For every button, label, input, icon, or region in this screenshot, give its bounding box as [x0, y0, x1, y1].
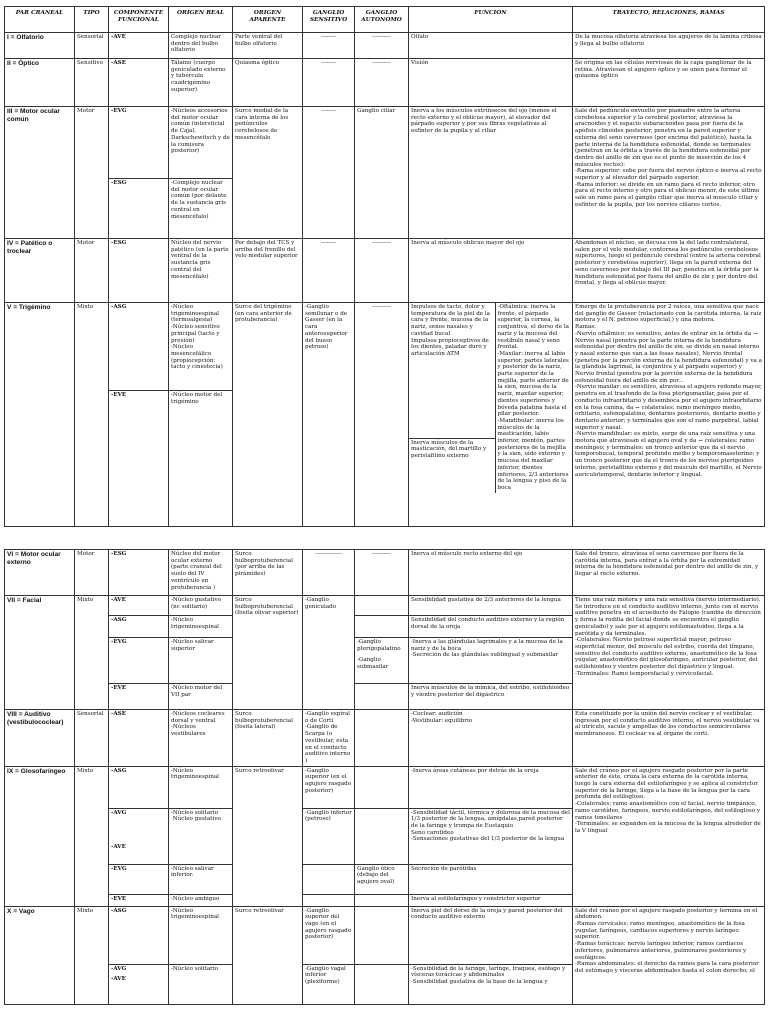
- autonomic-ganglion: [355, 894, 409, 906]
- functional-component: -ASG: [109, 906, 169, 964]
- autonomic-ganglion: Ganglio ciliar: [355, 107, 409, 239]
- header-componente: COMPONENTE FUNCIONAL: [109, 7, 169, 33]
- nerve-type: Motor: [75, 239, 109, 303]
- nerve-name: I = Olfatorio: [5, 33, 75, 59]
- real-origin: -Núcleo solitario Núcleo gustativo: [169, 808, 233, 864]
- apparent-origin: Surco bulboprotuberencial (fosita olivar superior): [233, 596, 303, 710]
- sensory-ganglion: --------: [303, 59, 355, 107]
- function-cell: [409, 638, 573, 684]
- functional-component: -ESG: [109, 550, 169, 596]
- nerve-type: Sensorial: [75, 710, 109, 767]
- real-origin: Complejo nuclear dentro del bulbo olfatorio: [169, 33, 233, 59]
- function: Olfato: [409, 33, 573, 59]
- function: Visión: [409, 59, 573, 107]
- functional-component: -ESG: [109, 179, 169, 239]
- functional-component: -AVE: [109, 33, 169, 59]
- real-origin: Tálamo (cuerpo geniculado externo y tubérculo cuadrigémino superior): [169, 59, 233, 107]
- autonomic-ganglion: [355, 684, 409, 710]
- function: -Secreción de las glándulas sublingual y submaxilar: [411, 652, 559, 659]
- functional-component: -AVE: [109, 596, 169, 616]
- functional-component: -AVG: [111, 965, 127, 972]
- apparent-origin: Por debajo del TCS y arriba del frenillo del velo medular superior: [233, 239, 303, 303]
- real-origin: -Núcleo salivar inferior.: [169, 864, 233, 894]
- sheet-page-1: [4, 6, 764, 527]
- functional-component: -EVE: [109, 684, 169, 710]
- real-origin: -Núcleo motor del trigémino: [169, 391, 233, 527]
- header-ganglio-autonomo: GANGLIO AUTONOMO: [355, 7, 409, 33]
- autonomic-ganglion: ----------: [355, 239, 409, 303]
- course-relations: Se origina en las células nerviosas de la capa ganglionar de la retina. Atraviesan el agujero óptico y se unen para formar el quiasma óptico: [573, 59, 765, 107]
- functional-component: -EVE: [109, 894, 169, 906]
- course-relations: Tiene una raíz motora y una raíz sensitiva (nervio intermediario). Se introduce en el conducto auditivo interno, junto con el nervio auditivo penetra en el acueducto de Falopio (cambia de dirección y forma la rodilla del facial donde se encuentra el ganglio geniculado) y sale por el agujero estilomastoideo, llega a la parótida y da terminales. -Colaterales: Nervio petroso superficial mayor, petroso superficial menor, del músculo del estribo, cuerda del tímpano, sensitivo del conducto auditivo externo, anastomótico de la fosa yugular, anastomótico del glosofaríngeo, auricular posterior, del estilohioideo y vientre posterior del digástrico y lingual. -Terminales: Ramo temporofacial y cervicofacial.: [573, 596, 765, 710]
- real-origin: -Núcleo trigeminoespinal: [169, 616, 233, 638]
- cranial-nerves-table-2: [4, 549, 765, 1005]
- sensory-ganglion: --------------: [303, 550, 355, 596]
- nerve-name: V = Trigémino: [5, 303, 75, 527]
- sensory-ganglion: [303, 894, 355, 906]
- apparent-origin: Quiasma óptico: [233, 59, 303, 107]
- function: Inerva piel del dorso de la oreja y pared posterior del conducto auditivo externo: [409, 906, 573, 964]
- header-funcion: FUNCION: [409, 7, 573, 33]
- table-row: [5, 33, 765, 59]
- course-relations: Sale del pedúnculo envuelto por piamadre entre la arteria cerebelosa superior y la cerebral posterior, atraviesa la aracnoides y el espacio subaracnoideo pasa por fuera de la apófisis clinoides posterior, penetra en la pared superior y externa del seno cavernoso (por encima del patético), hasta la parte interna de la hendidura esfenoidal, donde se terminales (penetran en la órbita a través de la hendidura esfenoidal por dentro del anillo de zin que es el punto de inserción de los 4 músculos rectos): -Rama superior: sube por fuera del nervio óptico e inerva al recto superior y al elevador del párpado superior. -Rama inferior: se divide en un ramo para el recto inferior, otro para el recto interno y otro para el oblicuo menor, de este último sale un ramo para el ganglio ciliar que inerva al musculo ciliar y esfínter de la pupila, por los nervios ciliares cortos.: [573, 107, 765, 239]
- course-relations: De la mucosa olfatoria atraviesa los agujeros de la lámina cribosa y llega al bulbo olfatorio: [573, 33, 765, 59]
- real-origin: -Núcleo motor del VII par: [169, 684, 233, 710]
- header-ganglio-sensitivo: GANGLIO SENSITIVO: [303, 7, 355, 33]
- sensory-ganglion: --------: [303, 239, 355, 303]
- nerve-type: Mixto: [75, 906, 109, 1004]
- real-origin: -Núcleo trigeminoespinal: [169, 906, 233, 964]
- table-row: [5, 906, 765, 964]
- function: Inerva al estilofaríngeo y constrictor superior: [409, 894, 573, 906]
- functional-component: -ASE: [109, 710, 169, 767]
- real-origin: Núcleo del nervio patético (en la parte ventral de la sustancia gris central del mesencéfalo): [169, 239, 233, 303]
- apparent-origin: Surco bulboprotuberencial (por arriba de las pirámides): [233, 550, 303, 596]
- course-relations: Emerge de la protuberancia por 2 raíces, una sensitiva que nace del ganglio de Gasser (relacionado con la carótida interna, la raíz motora y el N. petroso superficial,) y una motora. Ramas: -Nervio oftálmico: es sensitivo, antes de entrar en la órbita da → Nervio nasal (penetra por la parte interna de la hendidura esfenoidal por dentro del anillo de zin, se divide en nasal interno y nasal externo que van a las fosas nasales), Nervio frontal (penetra por la porción externa de la hendidura esfenoidal) y va a la glándula lagrimal, la conjuntiva y al párpado superior) y Nervio frontal (penetra por la porción externa de la hendidura esfenoidal fuera del anillo de zin por... -Nervio maxilar: es sensitivo, atraviesa el agujero redondo mayor, penetra en el trasfondo de la fosa pterigomaxilar, pasa por el conducto infraorbitario y desemboca por el agujero infraorbitario en la fosa canina, da → colaterales: ramo meníngeo medio, orbitario, esfenopalatino, dentarios posteriores, dentario medio y dentario anterior; y terminales que son el ramo parpebral, labial superior y nasal. -Nervio mandibular: es mixto, surge de una raíz sensitiva y una motora que atraviesan el agujero oval y da → colaterales: ramo meníngeo; y terminales: un tronco anterior que da el nervio temporobucal, temporal profundo medio y temporomaseterino; y un tronco posterior que da el tronco de los nervios pterigoideo interno, peristafilino externo y del musculo del martillo, el Nervio aurículotemporal, dentario inferior y lingual.: [573, 303, 765, 527]
- function: -Sensibilidad táctil, térmica y dolorosa de la mucosa del 1/3 posterior de la lengua, amígdalas,pared posterior de la faringe y trompa de Eustaquio Seno carotídeo -Sensaciones gustativas del 1/3 posterior de la lengua: [409, 808, 573, 864]
- functional-component: -AVE: [111, 844, 126, 851]
- nerve-name: VII = Facial: [5, 596, 75, 710]
- real-origin: Núcleo del motor ocular externo (parte craneal del suelo del IV ventrículo en protuberancia ): [169, 550, 233, 596]
- header-par-craneal: PAR CRANEAL: [5, 7, 75, 33]
- functional-component: -EVG: [109, 864, 169, 894]
- course-relations: Sale del cráneo por el agujero rasgado posterior y termina en el abdomen. -Ramas cervicales: ramo meníngeo, anastomótico de la fosa yugular, faríngeos, cardiacos superiores y nervio laríngeo superior. -Ramas torácicas: nervio laríngeo inferior, ramos cardiacos inferiores, pulmonares anteriores, pulmonares posteriores y esofágicos. -Ramas abdominales: el derecho da ramos para la cara posterior del estómago y vísceras abdominales hasta el colon derecho; el: [573, 906, 765, 1004]
- functional-component: -ESG: [109, 239, 169, 303]
- header-tipo: TIPO: [75, 7, 109, 33]
- function: Inerva el músculo recto externo del ojo: [409, 550, 573, 596]
- function: Impulsos de tacto, dolor y temperatura de la piel de la cara y frente, mucosa de la nariz, senos nasales y cavidad bucal Impulsos propioceptivos de los dientes, paladar duro y articulación ATM: [409, 303, 495, 438]
- autonomic-ganglion: [355, 596, 409, 616]
- autonomic-ganglion: -Ganglio pterigopalatino: [357, 639, 401, 652]
- table-row: [5, 107, 765, 179]
- sensory-ganglion: -Ganglio semilunar o de Gasser (en la cara anterosuperior del hueso petroso): [303, 303, 355, 527]
- functional-component: -AVG: [111, 809, 127, 816]
- function: -Inerva a las glándulas lagrimales y a la mucosa de la nariz y de la boca: [411, 639, 565, 652]
- sensory-ganglion: -Ganglio superior del vago (en el agujero rasgado posterior): [303, 906, 355, 964]
- nerve-name: X = Vago: [5, 906, 75, 1004]
- nerve-type: Sensorial: [75, 33, 109, 59]
- apparent-origin: Surco bulboprotuberencial (fosita lateral): [233, 710, 303, 767]
- autonomic-ganglion: Ganglio ótico (debajo del agujero oval): [355, 864, 409, 894]
- function: -Sensibilidad de la faringe, laringe, traquea, esófago y vísceras torácicas y abdominales -Sensibilidad gustativa de la base de la lengua y: [409, 964, 573, 1004]
- function: Secreción de parótidas: [409, 864, 573, 894]
- course-relations: Esta constituido por la unión del nervio coclear y el vestibular, ingresan por el conducto auditivo interno, el nervio vestibular va al utrículo, sacule y ampollas de los conductos semicirculares membranosos. El coclear va al órgano de corti.: [573, 710, 765, 767]
- course-relations: Sale del cráneo por el agujero rasgado posterior por la parte anterior de éste, cruza la cara externa de la carótida interna, luego la cara externa del estilofaríngeo y se aplica al constrictor superior de la faringe, llega a la base de la lengua por la cara profunda del estilogloso. -Colaterales: ramo anastomótico con el facial, nervio timpánico, ramo carotídeo, faríngeos, nervio estilofaríngeo, del estilogloso y ramos tonsilares -Terminales: se expanden en la mucosa de la lengua alrededor de la V lingual: [573, 766, 765, 906]
- functional-component: -ASG: [109, 303, 169, 391]
- autonomic-ganglion: [355, 710, 409, 767]
- apparent-origin: Surco medial de la cara interna de los pedúnculos cerebelosos de mesencéfalo: [233, 107, 303, 239]
- real-origin: -Núcleo gustativo (nc solitario): [169, 596, 233, 616]
- nerve-type: Mixto: [75, 596, 109, 710]
- header-trayecto: TRAYECTO, RELACIONES, RAMAS: [573, 7, 765, 33]
- table-row: [5, 59, 765, 107]
- sheet-page-2: [4, 549, 764, 1005]
- apparent-origin: Surco retroolivar: [233, 766, 303, 906]
- apparent-origin: Surco retroolivar: [233, 906, 303, 1004]
- functional-component: -ASE: [109, 59, 169, 107]
- autonomic-ganglion: ----------: [355, 303, 409, 527]
- nerve-name: IX = Glosofaríngeo: [5, 766, 75, 906]
- functional-component-cell: [109, 808, 169, 864]
- functional-component: -EVG: [109, 107, 169, 179]
- autonomic-ganglion: [355, 808, 409, 864]
- nerve-name: II = Óptico: [5, 59, 75, 107]
- function-branches: -Oftálmica: inerva la frente, el párpado superior, la cornea, la conjuntiva, el dorso de la nariz y la mucosa del vestíbulo nasal y seno frontal. -Maxilar: inerva al labio superior, partes laterales y posterior de la nariz, parte superior de la mejilla, parte anterior de la sien, mucosa de la nariz, maxilar superior, dientes superiores y bóveda palatina hasta el pilar posterior. -Mandibular: inerva los músculos de la masticación, labio inferior, mentón, partes posteriores de la mejilla y la sien, oído externo y mucosa del maxilar inferior, dientes inferiores, 2/3 anteriores de la lengua y piso de la boca: [497, 304, 569, 491]
- function: Inerva a los músculos extrínsecos del ojo (menos el recto externo y el oblicuo mayor), al elevador del párpado superior y por sus fibras vegetativas al esfínter de la pupila y al ciliar: [409, 107, 573, 239]
- nerve-type: Motor: [75, 107, 109, 239]
- nerve-name: III = Motor ocular común: [5, 107, 75, 239]
- real-origin: -Núcleo salivar superior: [169, 638, 233, 684]
- sensory-ganglion: -Ganglio superior (en el agujero rasgado posterior): [303, 766, 355, 808]
- nerve-name: VIII = Auditivo (vestibulococlear): [5, 710, 75, 767]
- table-row: [5, 550, 765, 596]
- sensory-ganglion: [303, 864, 355, 894]
- real-origin: -Núcleos cocleares dorsal y ventral -Núcleos vestibulares: [169, 710, 233, 767]
- apparent-origin: Surco del trigémino (en cara anterior de protuberancia): [233, 303, 303, 527]
- functional-component: -AVE: [111, 976, 126, 983]
- function: -Inerva áreas cutáneas por detrás de la oreja: [409, 766, 573, 808]
- function: Sensibilidad gustativa de 2/3 anteriores de la lengua: [409, 596, 573, 616]
- sensory-ganglion: --------: [303, 33, 355, 59]
- nerve-type: Mixto: [75, 303, 109, 527]
- function: Inerva al músculo oblicuo mayor del ojo: [409, 239, 573, 303]
- course-relations: Abandonan el núcleo, se decusa con la del lado contralateral, salen por el velo medular, contornea los pedúnculos cerebelosos superiores, luego el pedúnculo cerebral (entre la arteria cerebral posterior y cerebelosa superior), llega en la pared externa del seno cavernoso por debajo del III par, penetra en la órbita por la hendidura esfenoidal por fuera del anillo de zin y por dentro del frontal, y llega al oblicuo mayor.: [573, 239, 765, 303]
- function-motor: Inerva músculos de la masticación, del martillo y peristafilino externo: [409, 438, 495, 492]
- sensory-ganglion: -Ganglio geniculado: [303, 596, 355, 710]
- autonomic-ganglion: ----------: [355, 550, 409, 596]
- sensory-ganglion: -Ganglio inferior (petroso): [303, 808, 355, 864]
- functional-component-cell: [109, 964, 169, 1004]
- sensory-ganglion: -Ganglio espiral o de Corti -Ganglio de Scarpa (o vestibular, esta en el conducto auditivo interno ): [303, 710, 355, 767]
- autonomic-ganglion: [355, 616, 409, 638]
- cranial-nerves-table-1: [4, 6, 765, 527]
- nerve-name: VI = Motor ocular externo: [5, 550, 75, 596]
- autonomic-ganglion: [355, 906, 409, 964]
- function-cell: [409, 303, 573, 527]
- sensory-ganglion: --------: [303, 107, 355, 239]
- table-row: [5, 239, 765, 303]
- nerve-type: Mixto: [75, 766, 109, 906]
- function-subtable: [409, 303, 572, 493]
- function: -Coclear: audición -Vestibular: equilibrio: [409, 710, 573, 767]
- autonomic-ganglion: [355, 964, 409, 1004]
- function: Inerva músculos de la mímica, del estribo, estilohioideo y vientre posterior del digástrico: [409, 684, 573, 710]
- header-origen-real: ORIGEN REAL: [169, 7, 233, 33]
- table-row: [5, 596, 765, 616]
- nerve-name: IV = Patético o troclear: [5, 239, 75, 303]
- table-row: [5, 303, 765, 391]
- autonomic-ganglion: -Ganglio submaxilar: [357, 657, 389, 671]
- header-row: [5, 7, 765, 33]
- functional-component: -ASG: [109, 766, 169, 808]
- real-origin: -Complejo nuclear del motor ocular común (por delante de la sustancia gris central en mesencéfalo): [169, 179, 233, 239]
- course-relations: Sale del tronco, atraviesa el seno cavernoso por fuera de la carótida interna, para entrar a la órbita por la extremidad interna de la hendidura esfenoidal por dentro del anillo de zin, y llegar al recto externo.: [573, 550, 765, 596]
- autonomic-ganglion: ----------: [355, 59, 409, 107]
- apparent-origin: Parte ventral del bulbo olfatorio: [233, 33, 303, 59]
- nerve-type: Motor: [75, 550, 109, 596]
- real-origin: -Núcleo trigeminoespinal: [169, 766, 233, 808]
- real-origin: -Núcleo trigeminoespinal (termoalgesia) -Núcleo sensitivo principal (tacto y presión) -Núcleo mesencefálico (propiocepción: tacto y cinestecia): [169, 303, 233, 391]
- function: Sensibilidad del conducto auditivo externo y la región dorsal de la oreja: [409, 616, 573, 638]
- real-origin: -Núcleo ambiguo: [169, 894, 233, 906]
- table-row: [5, 766, 765, 808]
- autonomic-ganglion: [355, 766, 409, 808]
- autonomic-ganglion-cell: [355, 638, 409, 684]
- functional-component: -EVG: [109, 638, 169, 684]
- real-origin: -Núcleo solitario: [169, 964, 233, 1004]
- functional-component: -ASG: [109, 616, 169, 638]
- sensory-ganglion: -Ganglio vagal inferior (plexiforme): [303, 964, 355, 1004]
- real-origin: -Núcleos accesorios del motor ocular común (intersticial de Cajal, Darkschewitsch y de la comisura posterior): [169, 107, 233, 179]
- nerve-type: Sensitivo: [75, 59, 109, 107]
- autonomic-ganglion: ----------: [355, 33, 409, 59]
- table-row: [5, 710, 765, 767]
- header-origen-aparente: ORIGEN APARENTE: [233, 7, 303, 33]
- functional-component: -EVE: [109, 391, 169, 527]
